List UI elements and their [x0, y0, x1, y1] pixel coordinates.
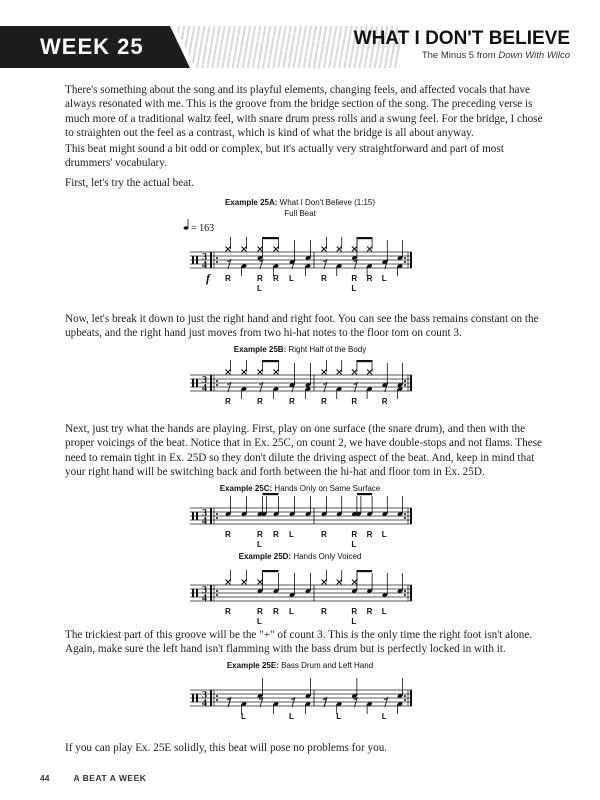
sticking-letter: R — [257, 607, 263, 616]
sticking-letter: R — [225, 274, 231, 283]
sticking-letter: L — [289, 712, 294, 721]
sticking-letter-lower: L — [351, 284, 357, 293]
repeat-dot — [404, 699, 406, 701]
sticking-letter: L — [381, 607, 387, 616]
sticking-letter: R — [351, 530, 358, 539]
trickiest-paragraph: The trickiest part of this groove will be the "+" of count 3. This is the only time the right foot isn't alone. Again, make sure the left hand isn't flamming with the bass drum but is perfectly locked in with it. — [65, 629, 533, 656]
sticking-letter: L — [241, 712, 246, 721]
example-25e-title: Bass Drum and Left Hand — [281, 661, 374, 670]
album-name: Down With Wilco — [498, 50, 570, 61]
closing-paragraph: If you can play Ex. 25E solidly, this beat will pose no problems for you. — [65, 742, 388, 754]
sticking-letter: R — [321, 530, 327, 539]
first-try-paragraph: First, let's try the actual beat. — [65, 177, 195, 189]
page-number: 44 — [40, 773, 50, 783]
sticking-letter: R — [366, 530, 373, 539]
book-title: A BEAT A WEEK — [73, 773, 147, 783]
time-signature-top: 3 — [202, 375, 207, 386]
sticking-letter: R — [257, 397, 263, 406]
break-down-paragraph: Now, let's break it down to just the right hand and right foot. You can see the bass remains constant on the upbeats, and the right hand just moves from two hi-hat notes to the floor tom on count 3. — [65, 313, 539, 340]
sticking-letter: R — [321, 607, 327, 616]
time-signature-bottom: 4 — [202, 516, 207, 527]
example-25a-label: Example 25A: — [224, 198, 278, 207]
sticking-letter: R — [257, 530, 263, 539]
sticking-letter: R — [366, 274, 373, 283]
vocabulary-paragraph: This beat might sound a bit odd or complex, but it's actually very straightforward and part of most drummers' vocabulary. — [65, 143, 504, 170]
dynamic-marking: f — [206, 271, 210, 285]
time-signature-top: 3 — [202, 690, 207, 701]
time-signature-top: 3 — [202, 585, 207, 596]
sticking-letter: L — [289, 274, 294, 283]
page-footer — [40, 773, 146, 783]
repeat-dot — [216, 699, 218, 701]
sticking-letter-lower: L — [257, 284, 262, 293]
time-signature-bottom: 4 — [202, 698, 207, 709]
sticking-letter-lower: L — [351, 617, 357, 626]
sticking-letter: R — [225, 530, 231, 539]
sticking-letter-lower: L — [351, 540, 357, 549]
example-25e-label: Example 25E: — [226, 661, 279, 670]
time-signature-top: 3 — [202, 252, 207, 263]
sticking-letter: L — [381, 274, 387, 283]
example-25c-label: Example 25C: — [219, 484, 273, 493]
sticking-letter: R — [273, 530, 279, 539]
repeat-dot — [404, 695, 406, 697]
sticking-letter: R — [366, 607, 373, 616]
sticking-letter: R — [381, 397, 388, 406]
example-25b-label: Example 25B: — [233, 345, 287, 354]
percussion-clef-bar — [192, 694, 194, 702]
time-signature-bottom: 4 — [202, 593, 207, 604]
sticking-letter-lower: L — [257, 540, 262, 549]
subtitle-prefix: The Minus 5 from — [421, 50, 499, 61]
hands-paragraph: Next, just try what the hands are playing. First, play on one surface (the snare drum), and then with the proper voicings of the beat. Notice that in Ex. 25C, on count 2, we have double-stops and not flams. These need to remain tight in Ex. 25D so they don't dilute the driving aspect of the beat. And, keep in mind that your right hand will be switching back and forth between the hi-hat and floor tom in Ex. 25D. — [65, 423, 543, 479]
time-signature-bottom: 4 — [202, 260, 207, 271]
song-title: WHAT I DON'T BELIEVE — [353, 28, 570, 49]
time-signature-top: 3 — [202, 508, 207, 519]
intro-paragraph: There's something about the song and its playful elements, changing feels, and affected vocals that have always resonated with me. This is the groove from the bridge section of the song. The preceding verse is much more of a traditional waltz feel, with snare drum press rolls and a swung feel. For the bridge, I chose to straighten out the feel as a contrast, which is kind of what the bridge is all about anyway. — [65, 84, 543, 140]
sticking-letter: R — [273, 274, 279, 283]
tempo-marking: = 163 — [191, 223, 215, 234]
example-25a-title: What I Don't Believe (1:15) — [279, 198, 376, 207]
example-25d-title: Hands Only Voiced — [293, 552, 362, 561]
sticking-letter: L — [289, 607, 294, 616]
time-signature-bottom: 4 — [202, 383, 207, 394]
example-25b-title: Right Half of the Body — [288, 345, 367, 354]
sticking-letter: R — [321, 274, 327, 283]
sticking-letter: R — [289, 397, 295, 406]
sticking-letter: R — [351, 607, 358, 616]
sticking-letter: R — [321, 397, 327, 406]
sticking-letter: R — [273, 607, 279, 616]
sticking-letter: L — [381, 530, 387, 539]
sticking-letter: L — [381, 712, 387, 721]
sticking-letter: R — [225, 397, 231, 406]
sticking-letter: R — [351, 274, 358, 283]
repeat-dot — [216, 695, 218, 697]
sticking-letter: L — [336, 712, 342, 721]
sticking-letter: L — [289, 530, 294, 539]
sticking-letter: R — [351, 397, 358, 406]
week-label: WEEK 25 — [40, 34, 144, 59]
sticking-letter-lower: L — [257, 617, 262, 626]
example-25c-title: Hands Only on Same Surface — [274, 484, 381, 493]
sticking-letter: R — [225, 607, 231, 616]
sticking-letter: R — [257, 274, 263, 283]
example-25d-label: Example 25D: — [238, 552, 292, 561]
example-25a-subtitle: Full Beat — [284, 209, 316, 218]
percussion-clef-bar — [196, 694, 198, 702]
